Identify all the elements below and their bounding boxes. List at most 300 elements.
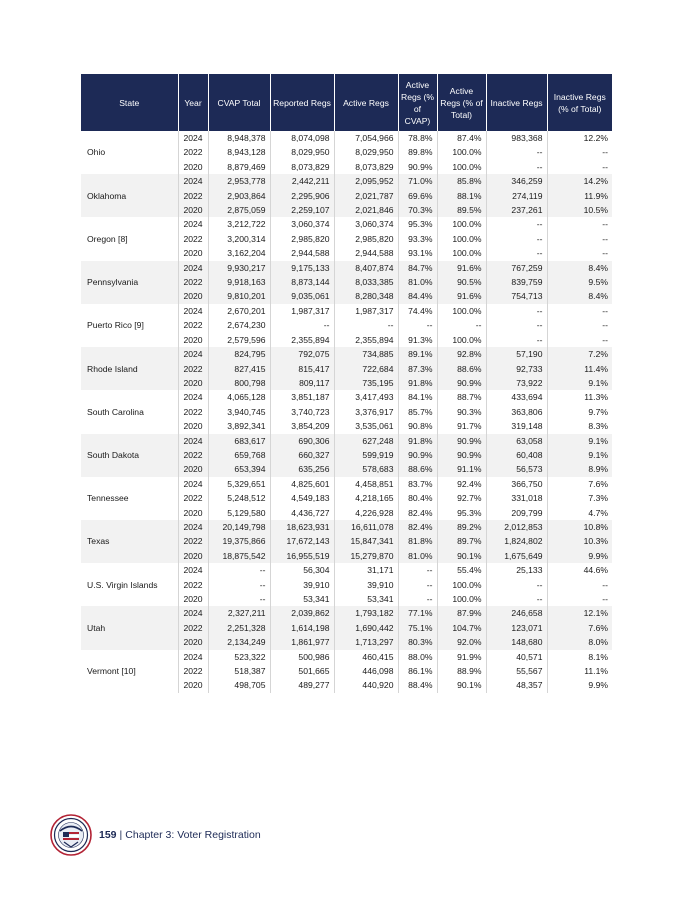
table-cell: 1,675,649 (486, 549, 547, 563)
table-cell: 3,535,061 (334, 419, 398, 433)
table-cell: 84.1% (398, 390, 437, 404)
table-cell: 735,195 (334, 376, 398, 390)
table-cell: 100.0% (437, 246, 486, 260)
table-cell: 86.1% (398, 664, 437, 678)
table-cell: 5,248,512 (208, 491, 270, 505)
table-cell: 3,892,341 (208, 419, 270, 433)
table-cell: 2,259,107 (270, 203, 334, 217)
state-name: Pennsylvania (81, 261, 178, 304)
table-cell: -- (486, 592, 547, 606)
table-cell: 90.9% (437, 376, 486, 390)
year-cell: 2020 (178, 203, 208, 217)
table-cell: 90.5% (437, 275, 486, 289)
table-cell: 8.0% (547, 635, 612, 649)
table-cell: -- (398, 592, 437, 606)
table-cell: -- (486, 304, 547, 318)
table-cell: 89.7% (437, 534, 486, 548)
table-cell: 4,825,601 (270, 477, 334, 491)
table-cell: 8,280,348 (334, 289, 398, 303)
table-cell: 8,029,950 (334, 145, 398, 159)
table-cell: 274,119 (486, 189, 547, 203)
table-cell: 8.4% (547, 261, 612, 275)
state-name: South Dakota (81, 434, 178, 477)
table-cell: 7.3% (588, 493, 608, 504)
table-cell: -- (486, 160, 547, 174)
table-row (81, 390, 612, 404)
table-cell: 433,694 (486, 390, 547, 404)
table-cell: 88.0% (398, 650, 437, 664)
table-cell: 839,759 (486, 275, 547, 289)
table-cell: 683,617 (208, 434, 270, 448)
table-cell: 92.0% (437, 635, 486, 649)
year-cell: 2020 (178, 333, 208, 347)
table-cell: 90.9% (437, 448, 486, 462)
table-cell: 90.1% (437, 678, 486, 692)
table-cell: 8,029,950 (270, 145, 334, 159)
state-name: Tennessee (81, 477, 178, 520)
table-cell: 39,910 (270, 578, 334, 592)
table-cell: 346,259 (486, 174, 547, 188)
table-row (81, 520, 612, 534)
table-cell: 660,327 (270, 448, 334, 462)
table-cell: 93.1% (398, 246, 437, 260)
table-cell: 824,795 (208, 347, 270, 361)
table-cell: 3,940,745 (208, 405, 270, 419)
table-cell: -- (602, 161, 608, 172)
table-cell: 734,885 (334, 347, 398, 361)
table-row (81, 131, 612, 145)
table-cell: 3,060,374 (334, 217, 398, 231)
table-cell: 1,713,297 (334, 635, 398, 649)
table-cell: 2,944,588 (334, 246, 398, 260)
table-cell: -- (602, 320, 608, 331)
table-cell: 2,327,211 (208, 606, 270, 620)
table-cell: 2,579,596 (208, 333, 270, 347)
table-cell: 48,357 (486, 678, 547, 692)
table-cell: 7.2% (547, 347, 612, 361)
table-cell: 2,670,201 (208, 304, 270, 318)
table-row (81, 477, 612, 491)
state-name: Oregon [8] (81, 217, 178, 260)
table-cell: 8,033,385 (334, 275, 398, 289)
table-cell: 3,417,493 (334, 390, 398, 404)
table-cell: 4,226,928 (334, 506, 398, 520)
table-cell: 2,134,249 (208, 635, 270, 649)
table-cell: 2,985,820 (270, 232, 334, 246)
table-cell: 70.3% (398, 203, 437, 217)
table-cell: 53,341 (334, 592, 398, 606)
table-cell: 8,073,829 (334, 160, 398, 174)
voter-registration-table (81, 74, 612, 693)
table-cell: -- (437, 318, 486, 332)
table-cell: 2,903,864 (208, 189, 270, 203)
table-cell: 2,295,906 (270, 189, 334, 203)
table-cell: 100.0% (437, 217, 486, 231)
table-row (81, 304, 612, 318)
table-row (81, 261, 612, 275)
table-row (81, 434, 612, 448)
table-cell: 100.0% (437, 232, 486, 246)
table-cell: -- (270, 318, 334, 332)
table-cell: 1,861,977 (270, 635, 334, 649)
table-cell: 88.7% (437, 390, 486, 404)
table-cell: 599,919 (334, 448, 398, 462)
page-footer (50, 814, 261, 856)
table-cell: 4,218,165 (334, 491, 398, 505)
table-cell: -- (208, 592, 270, 606)
table-cell: 2,944,588 (270, 246, 334, 260)
table-cell: -- (602, 305, 608, 316)
table-cell: 92.4% (437, 477, 486, 491)
year-cell: 2022 (178, 362, 208, 376)
table-cell: -- (602, 579, 608, 590)
table-cell: 17,672,143 (270, 534, 334, 548)
table-cell: 92.8% (437, 347, 486, 361)
table-cell: 90.9% (398, 448, 437, 462)
table-cell: 81.0% (398, 549, 437, 563)
table-row (81, 217, 612, 231)
table-cell: 9.9% (588, 680, 608, 691)
table-body (81, 131, 612, 693)
footer-separator: | (119, 829, 123, 841)
table-cell: 148,680 (486, 635, 547, 649)
table-cell: 9,918,163 (208, 275, 270, 289)
table-cell: 104.7% (437, 621, 486, 635)
eac-seal-icon (50, 814, 92, 856)
state-name: Ohio (81, 131, 178, 174)
year-cell: 2022 (178, 491, 208, 505)
table-cell: 90.8% (398, 419, 437, 433)
table-cell: -- (208, 578, 270, 592)
table-cell: 9.9% (547, 549, 612, 563)
table-cell: 8.3% (588, 421, 608, 432)
table-cell: 690,306 (270, 434, 334, 448)
table-cell: 25,133 (486, 563, 547, 577)
table-cell: 69.6% (398, 189, 437, 203)
table-cell: 8,073,829 (270, 160, 334, 174)
table-cell: 40,571 (486, 650, 547, 664)
table-cell: 4,436,727 (270, 506, 334, 520)
year-cell: 2024 (178, 347, 208, 361)
table-cell: 55,567 (486, 664, 547, 678)
table-cell: -- (208, 563, 270, 577)
table-cell: 85.7% (398, 405, 437, 419)
table-cell: 1,987,317 (334, 304, 398, 318)
table-cell: 80.3% (398, 635, 437, 649)
table-cell: 100.0% (437, 160, 486, 174)
table-cell: 500,986 (270, 650, 334, 664)
table-cell: 9.1% (547, 448, 612, 462)
table-cell: 71.0% (398, 174, 437, 188)
table-cell: 1,690,442 (334, 621, 398, 635)
table-cell: -- (398, 563, 437, 577)
table-cell: 8,873,144 (270, 275, 334, 289)
state-name: Vermont [10] (81, 650, 178, 693)
table-cell: 498,705 (208, 678, 270, 692)
table-cell: 39,910 (334, 578, 398, 592)
table-cell: 89.1% (398, 347, 437, 361)
table-cell: 8.9% (547, 462, 612, 476)
table-cell: 88.6% (437, 362, 486, 376)
table-cell: 31,171 (334, 563, 398, 577)
table-cell: 11.4% (547, 362, 612, 376)
table-cell: 1,987,317 (270, 304, 334, 318)
table-cell: 8,879,469 (208, 160, 270, 174)
table-cell: 88.6% (398, 462, 437, 476)
table-cell: 84.4% (398, 289, 437, 303)
table-cell: 363,806 (486, 405, 547, 419)
table-cell: 100.0% (437, 578, 486, 592)
table-cell: 56,304 (270, 563, 334, 577)
table-cell: 81.0% (398, 275, 437, 289)
table-cell: 578,683 (334, 462, 398, 476)
table-cell: 16,955,519 (270, 549, 334, 563)
year-cell: 2022 (178, 448, 208, 462)
table-cell: 10.5% (547, 203, 612, 217)
year-cell: 2024 (178, 606, 208, 620)
col-header: Active Regs (% of Total) (437, 74, 486, 131)
table-cell: 8,943,128 (208, 145, 270, 159)
table-cell: 9.5% (547, 275, 612, 289)
year-cell: 2024 (178, 304, 208, 318)
year-cell: 2022 (178, 405, 208, 419)
table-cell: 659,768 (208, 448, 270, 462)
state-name: Oklahoma (81, 174, 178, 217)
table-cell: 7,054,966 (334, 131, 398, 145)
table-cell: -- (602, 233, 608, 244)
table-cell: 4,549,183 (270, 491, 334, 505)
table-cell: 2,985,820 (334, 232, 398, 246)
table-cell: 9.1% (547, 376, 612, 390)
table-cell: 19,375,866 (208, 534, 270, 548)
table-cell: 1,793,182 (334, 606, 398, 620)
table-row (81, 174, 612, 188)
table-cell: 767,259 (486, 261, 547, 275)
year-cell: 2022 (178, 621, 208, 635)
table-cell: 8,407,874 (334, 261, 398, 275)
table-cell: -- (486, 333, 547, 347)
table-cell: 722,684 (334, 362, 398, 376)
table-cell: 91.6% (437, 289, 486, 303)
table-cell: 2,251,328 (208, 621, 270, 635)
table-cell: 4,458,851 (334, 477, 398, 491)
table-cell: 3,376,917 (334, 405, 398, 419)
year-cell: 2024 (178, 477, 208, 491)
table-cell: 9,175,133 (270, 261, 334, 275)
table-cell: 11.3% (584, 392, 608, 403)
table-row (81, 563, 612, 577)
table-cell: 9,930,217 (208, 261, 270, 275)
table-header-row (81, 74, 612, 131)
year-cell: 2024 (178, 217, 208, 231)
table-cell: 85.8% (437, 174, 486, 188)
col-header: Reported Regs (270, 74, 334, 131)
table-cell: 809,117 (270, 376, 334, 390)
table-cell: 2,039,862 (270, 606, 334, 620)
year-cell: 2024 (178, 390, 208, 404)
table-cell: 91.3% (398, 333, 437, 347)
year-cell: 2022 (178, 318, 208, 332)
table-cell: 4.7% (588, 507, 608, 518)
year-cell: 2020 (178, 376, 208, 390)
table-cell: 3,200,314 (208, 232, 270, 246)
table-cell: 489,277 (270, 678, 334, 692)
table-cell: 90.3% (437, 405, 486, 419)
table-cell: 16,611,078 (334, 520, 398, 534)
table-row (81, 347, 612, 361)
table-cell: 95.3% (437, 506, 486, 520)
table-cell: 84.7% (398, 261, 437, 275)
year-cell: 2022 (178, 275, 208, 289)
year-cell: 2024 (178, 174, 208, 188)
year-cell: 2020 (178, 506, 208, 520)
page-number: 159 (99, 829, 117, 841)
table-cell: 89.8% (398, 145, 437, 159)
table-cell: 78.8% (398, 131, 437, 145)
table-cell: 15,279,870 (334, 549, 398, 563)
table-cell: 8,948,378 (208, 131, 270, 145)
table-cell: 88.4% (398, 678, 437, 692)
table-cell: 237,261 (486, 203, 547, 217)
table-cell: 1,824,802 (486, 534, 547, 548)
table-cell: 754,713 (486, 289, 547, 303)
year-cell: 2024 (178, 563, 208, 577)
table-cell: 2,095,952 (334, 174, 398, 188)
col-header: Inactive Regs (% of Total) (547, 74, 612, 131)
state-name: Utah (81, 606, 178, 649)
table-cell: 88.9% (437, 664, 486, 678)
table-cell: 12.1% (547, 606, 612, 620)
table-cell: 90.1% (437, 549, 486, 563)
year-cell: 2020 (178, 160, 208, 174)
table-cell: 81.8% (398, 534, 437, 548)
table-cell: 80.4% (398, 491, 437, 505)
state-name: South Carolina (81, 390, 178, 433)
year-cell: 2022 (178, 232, 208, 246)
year-cell: 2020 (178, 678, 208, 692)
table-cell: 75.1% (398, 621, 437, 635)
col-header: State (81, 74, 178, 131)
table-cell: 74.4% (398, 304, 437, 318)
table-cell: 7.6% (547, 621, 612, 635)
table-cell: 89.5% (437, 203, 486, 217)
table-cell: 10.8% (547, 520, 612, 534)
year-cell: 2024 (178, 131, 208, 145)
state-name: Texas (81, 520, 178, 563)
table-cell: 10.3% (547, 534, 612, 548)
table-cell: 3,740,723 (270, 405, 334, 419)
table-cell: 63,058 (486, 434, 547, 448)
table-cell: 246,658 (486, 606, 547, 620)
table-row (81, 650, 612, 664)
table-cell: 77.1% (398, 606, 437, 620)
table-cell: 501,665 (270, 664, 334, 678)
table-cell: 44.6% (583, 565, 608, 576)
table-cell: 2,355,894 (334, 333, 398, 347)
table-cell: 3,854,209 (270, 419, 334, 433)
table-cell: -- (602, 334, 608, 345)
table-cell: 91.9% (437, 650, 486, 664)
table-cell: 635,256 (270, 462, 334, 476)
table-cell: 91.8% (398, 434, 437, 448)
table-cell: 2,012,853 (486, 520, 547, 534)
table-cell: -- (602, 219, 608, 230)
table-cell: 18,875,542 (208, 549, 270, 563)
table-row (81, 606, 612, 620)
table-cell: 87.4% (437, 131, 486, 145)
table-cell: 89.2% (437, 520, 486, 534)
table-cell: 5,329,651 (208, 477, 270, 491)
year-cell: 2020 (178, 462, 208, 476)
table-cell: 95.3% (398, 217, 437, 231)
table-cell: 87.9% (437, 606, 486, 620)
table-cell: 1,614,198 (270, 621, 334, 635)
table-cell: 518,387 (208, 664, 270, 678)
table-cell: -- (398, 318, 437, 332)
table-cell: 8.4% (547, 289, 612, 303)
table-cell: 11.1% (584, 666, 608, 677)
table-cell: 55.4% (437, 563, 486, 577)
table-cell: -- (486, 578, 547, 592)
table-cell: 440,920 (334, 678, 398, 692)
table-cell: 90.9% (437, 434, 486, 448)
table-cell: 92.7% (437, 491, 486, 505)
year-cell: 2022 (178, 578, 208, 592)
table-cell: 83.7% (398, 477, 437, 491)
table-cell: 100.0% (437, 333, 486, 347)
table-cell: 3,060,374 (270, 217, 334, 231)
table-cell: 91.8% (398, 376, 437, 390)
table-cell: 983,368 (486, 131, 547, 145)
table-cell: 90.9% (398, 160, 437, 174)
table-cell: -- (334, 318, 398, 332)
table-cell: 2,021,846 (334, 203, 398, 217)
table-cell: 12.2% (583, 133, 608, 143)
table-cell: 627,248 (334, 434, 398, 448)
table-cell: 14.2% (547, 174, 612, 188)
footer-caption (99, 829, 261, 841)
year-cell: 2022 (178, 145, 208, 159)
table-cell: 9.7% (588, 406, 608, 417)
year-cell: 2020 (178, 289, 208, 303)
table-cell: 56,573 (486, 462, 547, 476)
state-name: U.S. Virgin Islands (81, 563, 178, 606)
table-cell: -- (486, 145, 547, 159)
table-cell: 9,035,061 (270, 289, 334, 303)
table-cell: 2,355,894 (270, 333, 334, 347)
table-cell: 123,071 (486, 621, 547, 635)
table-cell: -- (398, 578, 437, 592)
year-cell: 2022 (178, 664, 208, 678)
table-cell: 3,851,187 (270, 390, 334, 404)
state-name: Puerto Rico [9] (81, 304, 178, 347)
table-cell: 800,798 (208, 376, 270, 390)
table-cell: 8.1% (588, 651, 608, 662)
table-cell: -- (486, 217, 547, 231)
table-cell: 5,129,580 (208, 506, 270, 520)
table-cell: 7.6% (588, 478, 608, 489)
chapter-title: Chapter 3: Voter Registration (125, 829, 261, 841)
year-cell: 2022 (178, 534, 208, 548)
table-cell: 57,190 (486, 347, 547, 361)
table-cell: 11.9% (547, 189, 612, 203)
table-cell: 87.3% (398, 362, 437, 376)
table-cell: -- (486, 246, 547, 260)
year-cell: 2024 (178, 261, 208, 275)
table-cell: 20,149,798 (208, 520, 270, 534)
col-header: Inactive Regs (486, 74, 547, 131)
table-cell: 91.6% (437, 261, 486, 275)
